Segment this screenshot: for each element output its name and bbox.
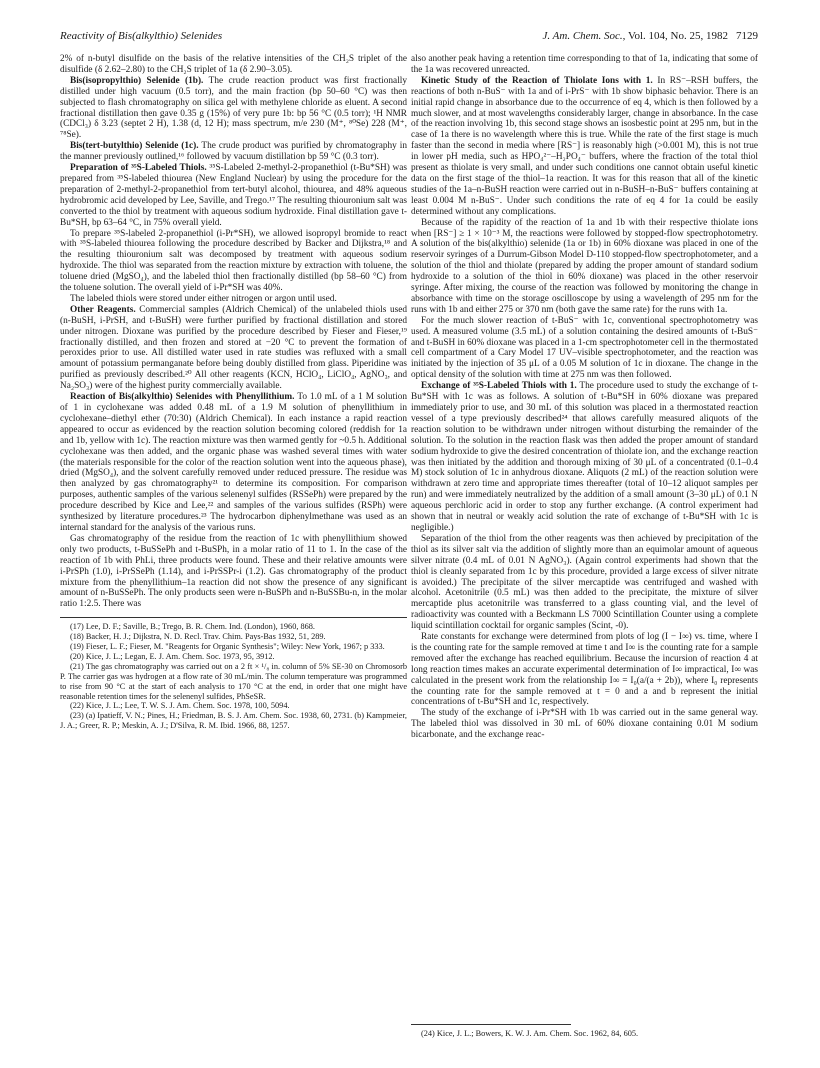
journal-name: J. Am. Chem. Soc., (542, 30, 626, 42)
paragraph: The study of the exchange of i-Pr*SH with 1b was carried out in the same general way. The labeled thiol was dissolved in 30 mL of 60% dioxane containing 0.01 M sodium bicarbonate, and the exchange reac- (411, 708, 758, 741)
journal-volume: Vol. 104, No. 25, 1982 (627, 30, 728, 42)
paragraph: Bis(isopropylthio) Selenide (1b). The crude reaction product was first fractionally distilled under high vacuum (0.5 torr), and the main fraction (bp 50–60 °C) was then subjected to flash chromatography on silica gel with methylene chloride as eluent. A second fractional distillation then gave 0.35 g (15%) of very pure 1b: bp 56 °C (0.5 torr); ¹H NMR (CDCl₃) δ 3.23 (septet 2 H), 1.38 (d, 12 H); mass spectrum, m/e 230 (M⁺, ⁸⁰Se) 228 (M⁺, ⁷⁸Se). (60, 75, 408, 141)
paragraph: 2% of n-butyl disulfide on the basis of the relative intensities of the CH₂S triplet of the disulfide (δ 2.62–2.80) to the CH₂S triplet of 1a (δ 2.90–3.05). (60, 54, 407, 75)
journal-citation (543, 30, 759, 42)
run-in-heading: Bis(tert-butylthio) Selenide (1c). (70, 141, 199, 152)
footnote: (23) (a) Ipatieff, V. N.; Pines, H.; Friedman, B. S. J. Am. Chem. Soc. 1938, 60, 2731. (b) Kampmeier, J. A.; Greer, R. P.; Meskin, A. J.; D'Silva, R. M. Ibid. 1966, 88, 1257. (60, 711, 407, 731)
run-in-heading: Exchange of ³⁵S-Labeled Thiols with 1. (421, 381, 577, 392)
paragraph: Reaction of Bis(alkylthio) Selenides with Phenyllithium. To 1.0 mL of a 1 M solution of 1 in cyclohexane was added 0.48 mL of a 1.9 M solution of phenyllithium in cyclohexane–diethyl ether (70:30) (Aldrich Chemical). In each instance a rapid reaction appeared to occur as evidenced by the reaction solution becoming colored (reddish for 1a and 1b, yellow with 1c). The reaction mixture was then warmed gently for ~0.5 h. Additional cyclohexane was then added, and the organic phase was washed several times with water (the materials responsible for the color of the reaction solution went into the aqueous phase), dried (MgSO₄), and the solvent carefully removed under reduced pressure. The residue was then analyzed by gas chromatography²¹ to determine its composition. For comparison purposes, authentic samples of the various selenenyl sulfides (RSSePh) were prepared by the procedure described by Kice and Lee,²² and samples of the various sulfides (RSPh) were synthesized by literature procedures.²³ The hydrocarbon diphenylmethane was used as an internal standard for the analysis of the various runs. (60, 392, 408, 533)
run-in-heading: Preparation of ³⁵S-Labeled Thiols. (70, 163, 207, 174)
footnote: (20) Kice, J. L.; Legan, E. J. Am. Chem. Soc. 1973, 95, 3912. (70, 651, 275, 661)
left-column (60, 54, 407, 731)
footnote-divider (60, 617, 407, 618)
footnote: (22) Kice, J. L.; Lee, T. W. S. J. Am. Chem. Soc. 1978, 100, 5094. (70, 701, 290, 711)
paragraph: Gas chromatography of the residue from the reaction of 1c with phenyllithium showed only two products, t-BuSSePh and t-BuSPh, in a molar ratio of 11 to 1. In the case of the reaction of 1b with PhLi, three products were found. These and their relative amounts were i-PrSPh (1.0), i-PrSSePh (1.14), and i-PrSSPr-i (1.2). Gas chromatography of the product mixture from the phenyllithium–1a reaction did not show the presence of any significant amount of n-BuSSePh. The only products seen were n-BuSPh and n-BuSSBu-n, in the molar ratio 1:2.5. There was (60, 533, 407, 610)
paragraph: Exchange of ³⁵S-Labeled Thiols with 1. The procedure used to study the exchange of t-Bu*SH with 1c was as follows. A solution of t-Bu*SH in 60% dioxane was prepared immediately prior to use, and 30 mL of this solution was placed in a thermostated reaction vessel of a type previously described²⁴ that allows carefully measured aliquots of the reaction solution to be withdrawn under nitrogen without disturbing the remainder of the solution. To the solution in the reaction flask was then added the proper amount of standard sodium hydroxide to give the desired concentration of thiolate ion, and the exchange reaction was then initiated by the addition and thorough mixing of 30 μL of a concentrated (0.1–0.4 M) stock solution of 1c in anhydrous dioxane. Aliquots (2 mL) of the reaction solution were withdrawn at zero time and appropriate times thereafter (total of 10–12 aliquot samples per run) and were immediately neutralized by the addition of a small amount (3–30 μL) of 0.1 N aqueous perchloric acid in order to stop any further exchange. (A control experiment had shown that in neutral or weakly acid solution the rate of exchange of t-Bu*SH with 1c is negligible.) (411, 381, 759, 533)
right-footnotes (411, 1024, 758, 1039)
footnote-divider (411, 1024, 571, 1025)
paragraph: Separation of the thiol from the other reagents was then achieved by precipitation of the thiol as its silver salt via the addition of slightly more than an equimolar amount of aqueous silver nitrate (0.4 mL of 0.01 N AgNO₃). (Again control experiments had shown that the thiol is cleanly separated from 1c by this procedure, provided a large excess of silver nitrate is avoided.) The precipitate of the silver mercaptide was centrifuged and washed with alcohol. Acetonitrile (0.5 mL) was then added to the precipitate, the mixture of silver mercaptide plus acetonitrile was transferred to a glass counting vial, and the level of radioactivity was counted with a Beckmann LS 7000 Scintillation Counter using a complete liquid scintillation cocktail for organic samples (Scint, -0). (411, 533, 758, 632)
paragraph: Kinetic Study of the Reaction of Thiolate Ions with 1. In RS⁻–RSH buffers, the reactions of both n-BuS⁻ with 1a and of i-PrS⁻ with 1b show biphasic behavior. There is an initial rapid change in absorbance due to the occurrence of eq 4, which is then followed by a much slower, and at most wavelengths considerably larger, change in absorbance. In the case of the reaction involving 1b, this second stage shows an isosbestic point at 295 nm, but in the case of 1a there is no wavelength where this is true. While the rate of the first stage is much faster than the second in media where [RS⁻] is reasonably high (>0.001 M), this is not true in lower pH media, such as HPO₄²⁻–H₂PO₄⁻ buffers, where the fraction of the total thiol present as thiolate is very small, and under such conditions one cannot obtain useful kinetic data on the first stage of the thiol–1a reaction. It was for this reason that all of the kinetic studies of the 1a–n-BuSH reaction were carried out in n-BuSH–n-BuS⁻ buffers containing at least 0.004 M n-BuS⁻. Under such conditions the rate of eq 4 for 1a could be easily determined without any complications. (411, 75, 758, 217)
running-title: Reactivity of Bis(alkylthio) Selenides (60, 30, 223, 42)
right-column (411, 54, 758, 741)
paragraph: Because of the rapidity of the reaction of 1a and 1b with their respective thiolate ions when [RS⁻] ≥ 1 × 10⁻³ M, the reactions were followed by stopped-flow spectrophotometry. A solution of the bis(alkylthio) selenide (1a or 1b) in 60% dioxane was placed in one of the reservoir syringes of a Durrum-Gibson Model D-110 stopped-flow spectrophotometer, and a solution of the thiol and thiolate (prepared by adding the proper amount of standard sodium hydroxide to a solution of the thiol in 60% dioxane) was placed in the other reservoir syringe. After mixing, the course of the reaction was followed by monitoring the change in absorbance with time on the storage oscilloscope by using a wavelength of 295 nm for the runs with 1b and either 275 or 370 nm (both gave the same rate) for the runs with 1a. (411, 217, 758, 315)
footnote: (24) Kice, J. L.; Bowers, K. W. J. Am. Chem. Soc. 1962, 84, 605. (421, 1029, 639, 1038)
paragraph: also another peak having a retention time corresponding to that of 1a, indicating that some of the 1a was recovered unreacted. (411, 54, 758, 75)
page-header (60, 30, 758, 46)
page-number: 7129 (736, 30, 758, 42)
footnote: (17) Lee, D. F.; Saville, B.; Trego, B. R. Chem. Ind. (London), 1960, 868. (70, 622, 316, 632)
paragraph: For the much slower reaction of t-BuS⁻ with 1c, conventional spectrophotometry was used. A measured volume (3.5 mL) of a solution containing the desired amounts of t-BuS⁻ and t-BuSH in 60% dioxane was placed in a 1-cm spectrophotometer cell in the thermostated cell compartment of a Cary Model 17 UV–visible spectrophotometer, and the reaction was initiated by the injection of 35 μL of a 0.05 M solution of 1c in dioxane. The change in the optical density of the solution with time at 275 nm was then followed. (411, 315, 758, 381)
run-in-heading: Bis(isopropylthio) Selenide (1b). (70, 75, 204, 86)
footnote: (21) The gas chromatography was carried out on a 2 ft × ¹/₈ in. column of 5% SE-30 on Chromosorb P. The carrier gas was hydrogen at a flow rate of 30 mL/min. The column temperature was programmed to rise from 90 °C at the start of each analysis to 170 °C at the end, in order that one might have reasonable retention times for the selenenyl sulfides, PhSeSR. (60, 661, 407, 701)
paragraph: Rate constants for exchange were determined from plots of log (I − I∞) vs. time, where I is the counting rate for the sample removed at time t and I∞ is the counting rate for a sample removed after the exchange has reached equilibrium. Because the incursion of reaction 4 at long reaction times makes an accurate experimental determination of I∞ impractical, I∞ was calculated in the present work from the relationship I∞ = I₀(a/(a + 2b)), where I₀ represents the counting rate for the sample removed at t = 0 and a and b represent the initial concentrations of t-Bu*SH and 1c, respectively. (411, 632, 758, 708)
paragraph: The labeled thiols were stored under either nitrogen or argon until used. (70, 293, 337, 304)
footnote: (18) Backer, H. J.; Dijkstra, N. D. Recl. Trav. Chim. Pays-Bas 1932, 51, 289. (70, 632, 326, 642)
paragraph: Other Reagents. Commercial samples (Aldrich Chemical) of the unlabeled thiols used (n-BuSH, i-PrSH, and t-BuSH) were further purified by fractional distillation and stored under nitrogen. Dioxane was purified by the procedure described by Fieser and Fieser,¹⁹ fractionally distilled, and then frozen and stored at −20 °C to prevent the formation of peroxides prior to use. All distilled water used in rate studies was refluxed with a small amount of potassium permanganate before being doubly distilled from glass. Piperidine was purified as previously described.²⁰ All other reagents (KCN, HClO₄, LiClO₄, AgNO₃, and Na₂SO₃) were of the highest purity commercially available. (60, 304, 407, 392)
paragraph: Preparation of ³⁵S-Labeled Thiols. ³⁵S-Labeled 2-methyl-2-propanethiol (t-Bu*SH) was prepared from ³⁵S-labeled thiourea (New England Nuclear) by using the procedure for the preparation of 2-methyl-2-propanethiol from tert-butyl alcohol, thiourea, and 48% aqueous hydrobromic acid developed by Lee, Saville, and Trego.¹⁷ The resulting thiouronium salt was converted to the thiol by treatment with aqueous sodium hydroxide. Final distillation gave t-Bu*SH, bp 63–64 °C, in 75% overall yield. (60, 163, 407, 228)
run-in-heading: Other Reagents. (70, 304, 136, 315)
paragraph: Bis(tert-butylthio) Selenide (1c). The crude product was purified by chromatography in the manner previously outlined,¹⁶ followed by vacuum distillation bp 59 °C (0.3 torr). (60, 141, 408, 163)
footnote: (19) Fieser, L. F.; Fieser, M. "Reagents for Organic Synthesis"; Wiley: New York, 1967; p 333. (70, 642, 385, 652)
run-in-heading: Kinetic Study of the Reaction of Thiolate Ions with 1. (421, 75, 653, 86)
paragraph: To prepare ³⁵S-labeled 2-propanethiol (i-Pr*SH), we allowed isopropyl bromide to react with ³⁵S-labeled thiourea following the procedure described by Backer and Dijkstra,¹⁸ and the resulting thiouronium salt was decomposed by treatment with aqueous sodium hydroxide. The thiol was separated from the reaction mixture by extraction with toluene, the toluene dried (MgSO₄), and the labeled thiol then fractionally distilled (bp 58–60 °C) from the toluene solution. The overall yield of i-Pr*SH was 40%. (60, 228, 407, 294)
run-in-heading: Reaction of Bis(alkylthio) Selenides with Phenyllithium. (70, 392, 295, 403)
